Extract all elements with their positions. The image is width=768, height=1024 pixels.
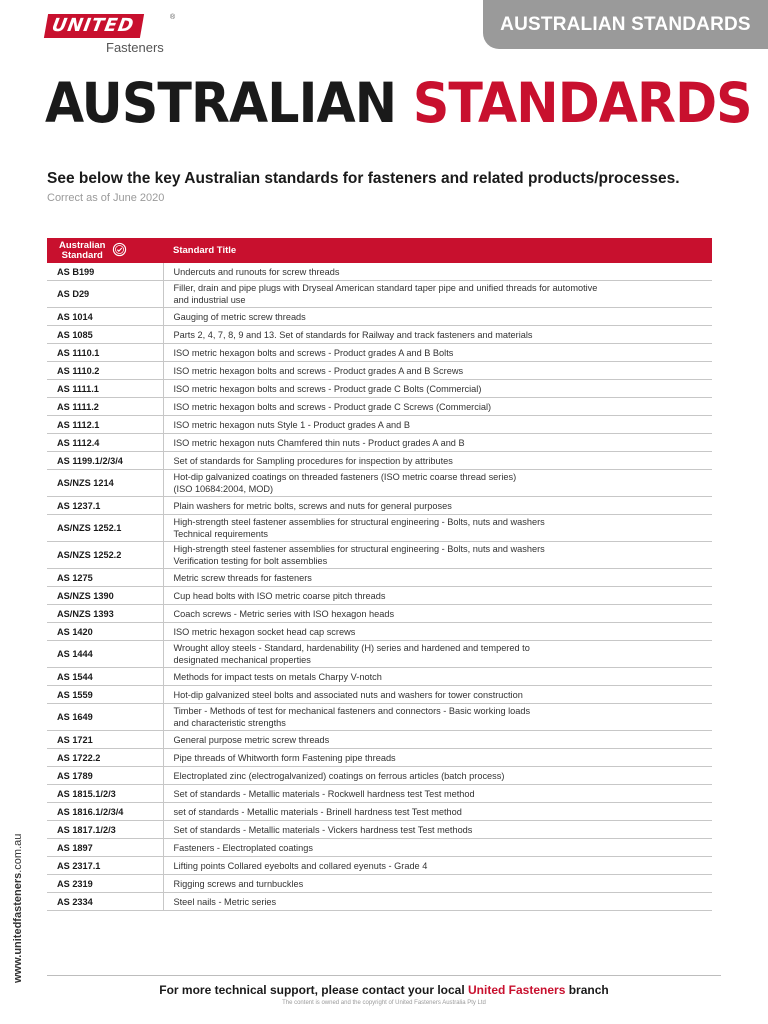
table-row bbox=[47, 416, 712, 434]
standard-code: AS 1544 bbox=[47, 668, 163, 686]
footer-divider bbox=[47, 975, 721, 976]
standard-title bbox=[163, 569, 712, 587]
standard-title-line: Undercuts and runouts for screw threads bbox=[173, 266, 340, 277]
standard-title-line: Hot-dip galvanized steel bolts and associated nuts and washers for tower construction bbox=[173, 689, 523, 700]
table-header-row bbox=[47, 238, 712, 263]
table-row bbox=[47, 452, 712, 470]
standard-title-line: ISO metric hexagon bolts and screws - Product grades A and B Bolts bbox=[173, 347, 454, 358]
standard-title-line: ISO metric hexagon bolts and screws - Product grade C Screws (Commercial) bbox=[173, 401, 492, 412]
table-row bbox=[47, 875, 712, 893]
check-badge-icon bbox=[112, 242, 127, 260]
standard-title-line: ISO metric hexagon nuts Style 1 - Product grades A and B bbox=[173, 419, 410, 430]
standard-code: AS 2334 bbox=[47, 893, 163, 911]
standard-code: AS 1649 bbox=[47, 704, 163, 731]
standard-title bbox=[163, 803, 712, 821]
standard-code: AS/NZS 1214 bbox=[47, 470, 163, 497]
standard-title-line: Metric screw threads for fasteners bbox=[173, 572, 312, 583]
standard-title bbox=[163, 704, 712, 731]
website-url-rest: .com.au bbox=[12, 833, 24, 873]
standard-code: AS 2317.1 bbox=[47, 857, 163, 875]
standard-title-line: High-strength steel fastener assemblies for structural engineering - Bolts, nuts and washers bbox=[173, 544, 545, 554]
standard-title-line: Plain washers for metric bolts, screws and nuts for general purposes bbox=[173, 500, 452, 511]
standard-title bbox=[163, 821, 712, 839]
table-row bbox=[47, 641, 712, 668]
standard-title-line: ISO metric hexagon nuts Chamfered thin nuts - Product grades A and B bbox=[173, 437, 465, 448]
title-part-2: STANDARDS bbox=[412, 71, 752, 135]
page-title bbox=[45, 70, 752, 136]
standard-code: AS/NZS 1390 bbox=[47, 587, 163, 605]
standard-code: AS 2319 bbox=[47, 875, 163, 893]
standard-title-line: Parts 2, 4, 7, 8, 9 and 13. Set of standards for Railway and track fasteners and materials bbox=[173, 329, 533, 340]
table-row bbox=[47, 893, 712, 911]
standard-title bbox=[163, 263, 712, 281]
table-row bbox=[47, 380, 712, 398]
standard-code: AS/NZS 1252.1 bbox=[47, 515, 163, 542]
standard-title bbox=[163, 686, 712, 704]
standard-code: AS 1817.1/2/3 bbox=[47, 821, 163, 839]
table-row bbox=[47, 605, 712, 623]
standard-title bbox=[163, 434, 712, 452]
table-row bbox=[47, 263, 712, 281]
standard-title bbox=[163, 452, 712, 470]
standard-code: AS 1110.1 bbox=[47, 344, 163, 362]
standard-title-line: Cup head bolts with ISO metric coarse pitch threads bbox=[173, 590, 386, 601]
standard-title bbox=[163, 470, 712, 497]
table-row bbox=[47, 821, 712, 839]
table-row bbox=[47, 623, 712, 641]
column-header-title: Standard Title bbox=[163, 238, 712, 263]
standard-title bbox=[163, 839, 712, 857]
standard-code: AS 1559 bbox=[47, 686, 163, 704]
standard-title-line: Steel nails - Metric series bbox=[173, 896, 277, 907]
standard-title-line-2: designated mechanical properties bbox=[173, 655, 311, 665]
standard-title bbox=[163, 380, 712, 398]
table-row bbox=[47, 803, 712, 821]
standard-title-line: Pipe threads of Whitworth form Fastening pipe threads bbox=[173, 752, 396, 763]
standard-title bbox=[163, 785, 712, 803]
standard-title-line: ISO metric hexagon bolts and screws - Product grade C Bolts (Commercial) bbox=[173, 383, 482, 394]
table-row bbox=[47, 749, 712, 767]
standard-code: AS 1816.1/2/3/4 bbox=[47, 803, 163, 821]
standard-code: AS 1789 bbox=[47, 767, 163, 785]
standard-code: AS 1112.4 bbox=[47, 434, 163, 452]
standard-title-line: Gauging of metric screw threads bbox=[173, 311, 306, 322]
standard-title bbox=[163, 362, 712, 380]
standard-title bbox=[163, 587, 712, 605]
standard-title-line: ISO metric hexagon bolts and screws - Product grades A and B Screws bbox=[173, 365, 464, 376]
standard-code: AS 1444 bbox=[47, 641, 163, 668]
standard-title-line: Coach screws - Metric series with ISO hexagon heads bbox=[173, 608, 395, 619]
table-row bbox=[47, 515, 712, 542]
table-row bbox=[47, 542, 712, 569]
standard-code: AS 1110.2 bbox=[47, 362, 163, 380]
standard-code: AS D29 bbox=[47, 281, 163, 308]
support-text-pre: For more technical support, please contact your local bbox=[159, 983, 469, 997]
standard-title bbox=[163, 731, 712, 749]
standard-title-line: Methods for impact tests on metals Charpy V-notch bbox=[173, 671, 382, 682]
standard-title-line: General purpose metric screw threads bbox=[173, 734, 330, 745]
header-tab: AUSTRALIAN STANDARDS bbox=[483, 0, 768, 49]
standard-code: AS/NZS 1393 bbox=[47, 605, 163, 623]
table-row bbox=[47, 704, 712, 731]
table-row bbox=[47, 398, 712, 416]
standard-title bbox=[163, 857, 712, 875]
standard-code: AS 1111.2 bbox=[47, 398, 163, 416]
table-row bbox=[47, 326, 712, 344]
standard-title bbox=[163, 605, 712, 623]
standard-title bbox=[163, 767, 712, 785]
column-header-standard bbox=[47, 238, 163, 263]
support-brand: United Fasteners bbox=[468, 983, 566, 997]
standard-title bbox=[163, 497, 712, 515]
support-message bbox=[0, 983, 768, 997]
table-row bbox=[47, 839, 712, 857]
table-row bbox=[47, 434, 712, 452]
standard-code: AS 1111.1 bbox=[47, 380, 163, 398]
standard-title bbox=[163, 398, 712, 416]
standard-title-line: Set of standards - Metallic materials - Rockwell hardness test Test method bbox=[173, 788, 475, 799]
column-header-standard-line2: Standard bbox=[61, 249, 103, 261]
standard-title-line-2: and industrial use bbox=[173, 295, 246, 305]
standard-title bbox=[163, 749, 712, 767]
standard-title-line-2: Technical requirements bbox=[173, 529, 268, 539]
standard-title bbox=[163, 344, 712, 362]
standard-code: AS 1237.1 bbox=[47, 497, 163, 515]
table-row bbox=[47, 281, 712, 308]
logo-wordmark: UNITED bbox=[44, 14, 144, 38]
standard-title-line-2: Verification testing for bolt assemblies bbox=[173, 556, 328, 566]
standard-title-line: Electroplated zinc (electrogalvanized) coatings on ferrous articles (batch process) bbox=[173, 770, 505, 781]
standard-code: AS 1722.2 bbox=[47, 749, 163, 767]
table-row bbox=[47, 587, 712, 605]
standard-code: AS/NZS 1252.2 bbox=[47, 542, 163, 569]
standard-title bbox=[163, 542, 712, 569]
logo-subtitle: Fasteners bbox=[106, 40, 164, 55]
table-row bbox=[47, 767, 712, 785]
table-row bbox=[47, 731, 712, 749]
table-row bbox=[47, 569, 712, 587]
standard-title-line: Fasteners - Electroplated coatings bbox=[173, 842, 313, 853]
table-row bbox=[47, 785, 712, 803]
standard-title-line: Set of standards - Metallic materials - Vickers hardness test Test methods bbox=[173, 824, 473, 835]
registered-mark: ® bbox=[170, 14, 176, 21]
support-text-post: branch bbox=[565, 983, 609, 997]
standard-code: AS 1199.1/2/3/4 bbox=[47, 452, 163, 470]
standard-code: AS 1897 bbox=[47, 839, 163, 857]
table-row bbox=[47, 308, 712, 326]
standard-title-line: Wrought alloy steels - Standard, hardenability (H) series and hardened and tempered to bbox=[173, 643, 530, 653]
standard-code: AS 1085 bbox=[47, 326, 163, 344]
table-body bbox=[47, 263, 712, 911]
title-part-1: AUSTRALIAN bbox=[45, 71, 397, 135]
standard-title-line-2: and characteristic strengths bbox=[173, 718, 286, 728]
column-header-standard-line1: Australian bbox=[59, 239, 106, 251]
standard-title-line: Lifting points Collared eyebolts and collared eyenuts - Grade 4 bbox=[173, 860, 428, 871]
standard-title bbox=[163, 875, 712, 893]
standard-code: AS 1275 bbox=[47, 569, 163, 587]
standard-title-line: High-strength steel fastener assemblies for structural engineering - Bolts, nuts and washers bbox=[173, 517, 545, 527]
table-row bbox=[47, 362, 712, 380]
copyright-notice: The content is owned and the copyright of United Fasteners Australia Pty Ltd bbox=[282, 1000, 486, 1006]
standard-code: AS 1112.1 bbox=[47, 416, 163, 434]
standard-title bbox=[163, 641, 712, 668]
standard-title bbox=[163, 668, 712, 686]
standard-title-line: ISO metric hexagon socket head cap screws bbox=[173, 626, 356, 637]
table-row bbox=[47, 857, 712, 875]
table-row bbox=[47, 686, 712, 704]
table-row bbox=[47, 344, 712, 362]
table-row bbox=[47, 668, 712, 686]
table-row bbox=[47, 497, 712, 515]
standard-title bbox=[163, 308, 712, 326]
company-logo bbox=[46, 14, 186, 56]
standard-title-line: Timber - Methods of test for mechanical fasteners and connectors - Basic working loads bbox=[173, 706, 531, 716]
standard-title bbox=[163, 416, 712, 434]
standard-code: AS 1014 bbox=[47, 308, 163, 326]
standard-title bbox=[163, 326, 712, 344]
standard-title bbox=[163, 623, 712, 641]
standard-title bbox=[163, 281, 712, 308]
date-note: Correct as of June 2020 bbox=[47, 192, 165, 204]
standard-title bbox=[163, 893, 712, 911]
standard-code: AS 1721 bbox=[47, 731, 163, 749]
standards-table bbox=[47, 238, 712, 911]
standard-code: AS 1420 bbox=[47, 623, 163, 641]
website-url-bold: www.unitedfasteners bbox=[12, 872, 24, 983]
standard-title-line: Filler, drain and pipe plugs with Dryseal American standard taper pipe and unified threads for automotive bbox=[173, 283, 598, 293]
standard-title bbox=[163, 515, 712, 542]
standard-title-line: set of standards - Metallic materials - Brinell hardness test Test method bbox=[173, 806, 462, 817]
intro-text: See below the key Australian standards for fasteners and related products/processes. bbox=[47, 170, 680, 187]
standard-title-line: Set of standards for Sampling procedures for inspection by attributes bbox=[173, 455, 453, 466]
standard-title-line: Hot-dip galvanized coatings on threaded fasteners (ISO metric coarse thread series) bbox=[173, 472, 517, 482]
website-url bbox=[12, 834, 24, 983]
standard-title-line-2: (ISO 10684:2004, MOD) bbox=[173, 484, 274, 494]
standard-title-line: Rigging screws and turnbuckles bbox=[173, 878, 304, 889]
standard-code: AS B199 bbox=[47, 263, 163, 281]
standard-code: AS 1815.1/2/3 bbox=[47, 785, 163, 803]
table-row bbox=[47, 470, 712, 497]
